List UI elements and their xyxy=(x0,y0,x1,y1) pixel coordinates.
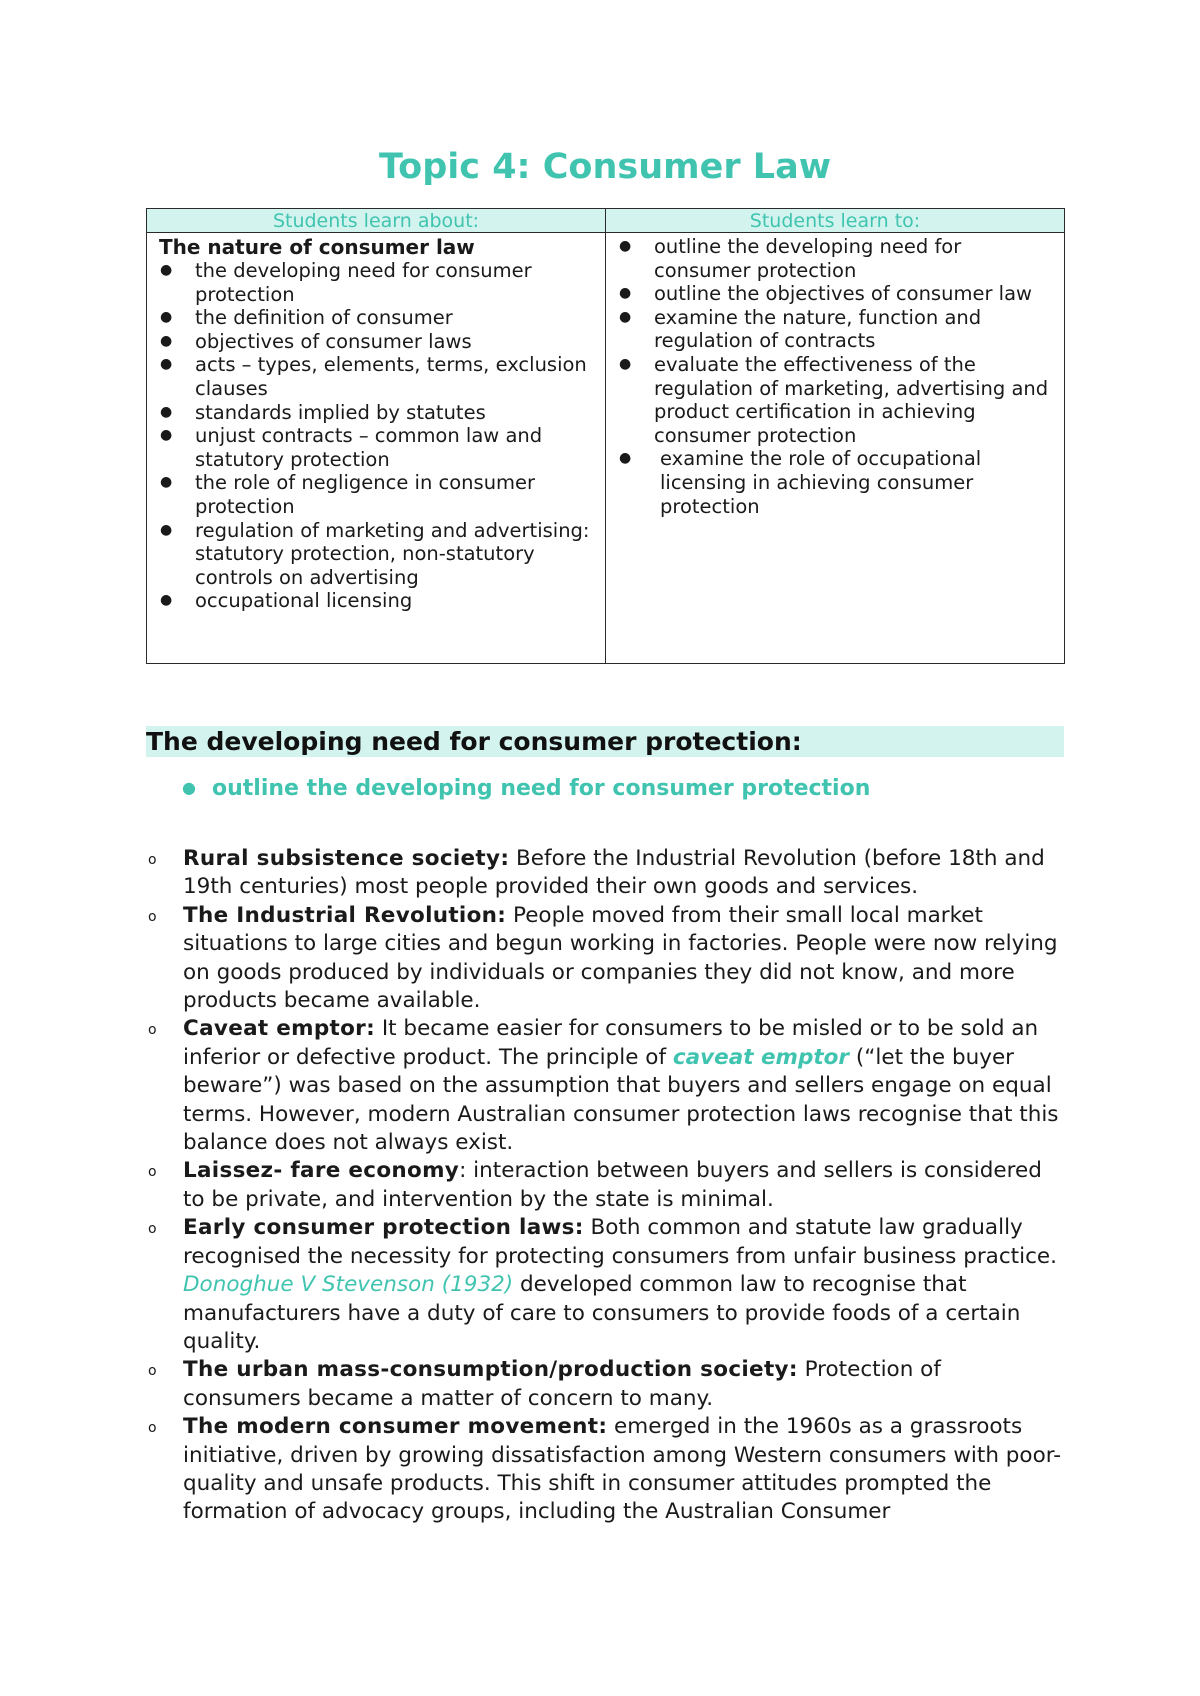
bullet-icon: ● xyxy=(160,332,173,349)
point-term: Rural subsistence society: xyxy=(183,846,510,871)
list-item: ● unjust contracts – common law and statutory protection xyxy=(160,424,543,471)
bullet-icon: ● xyxy=(619,308,632,325)
list-item: o Caveat emptor: It became easier for consumers to be misled or to be sold an inferior or defective product. The principle of caveat emptor (“let the buyer beware”) was based on the assumption that buyers and sellers engage on equal terms. However, modern Australian consumer protection laws recognise that this balance does not always exist. xyxy=(148,1016,1059,1156)
list-item: o The urban mass-consumption/production society: Protection of consumers became a matter of concern to many. xyxy=(148,1357,941,1411)
list-item: ● acts – types, elements, terms, exclusion clauses xyxy=(160,353,587,400)
point-term: The modern consumer movement: xyxy=(183,1414,608,1440)
list-item: ● outline the developing need for consumer protection xyxy=(619,235,962,282)
bullet-icon: ● xyxy=(160,474,173,491)
list-item: ● examine the role of occupational licensing in achieving consumer protection xyxy=(619,447,982,518)
bullet-icon: ● xyxy=(619,450,632,467)
bullet-icon: ● xyxy=(160,427,173,444)
list-item: ● examine the nature, function and regulation of contracts xyxy=(619,305,982,353)
list-item: ● the role of negligence in consumer protection xyxy=(160,471,536,518)
point-term: The urban mass-consumption/production society: xyxy=(183,1357,798,1383)
list-item: ● regulation of marketing and advertising: statutory protection, non-statutory controls on advertising xyxy=(160,518,590,589)
point-term: Laissez- fare economy xyxy=(183,1158,460,1184)
circle-bullet-icon: o xyxy=(148,1363,157,1380)
circle-bullet-icon: o xyxy=(148,1221,157,1238)
bullet-icon: ● xyxy=(619,355,632,372)
bullet-icon: ● xyxy=(619,285,632,302)
point-term: Caveat emptor: xyxy=(183,1016,375,1042)
list-item: o The modern consumer movement: emerged in the 1960s as a grassroots initiative, driven by growing dissatisfaction among Western consumers with poor-quality and unsafe products. This shift in consumer attitudes prompted the formation of advocacy groups, including the Australian Consumer xyxy=(148,1414,1061,1525)
learn-to-list xyxy=(616,235,1054,518)
list-item: ● objectives of consumer laws xyxy=(160,329,472,353)
bullet-icon: ● xyxy=(160,592,173,609)
circle-bullet-icon: o xyxy=(148,1420,157,1437)
learn-about-cell xyxy=(147,233,606,664)
col-header-learn-about: Students learn about: xyxy=(147,209,606,233)
section-heading: The developing need for consumer protection: xyxy=(146,726,1064,757)
bullet-icon: ● xyxy=(619,238,632,254)
bullet-icon: ● xyxy=(182,778,196,797)
bullet-icon: ● xyxy=(160,309,173,326)
circle-bullet-icon: o xyxy=(148,908,157,925)
list-item: o Early consumer protection laws: Both common and statute law gradually recognised the necessity for protecting consumers from unfair business practice. Donoghue V Stevenson (1932) developed common law to recognise that manufacturers have a duty of care to consumers to provide foods of a certain quality. xyxy=(148,1215,1057,1354)
bullet-icon: ● xyxy=(160,521,173,538)
col-header-learn-to: Students learn to: xyxy=(606,209,1065,233)
circle-bullet-icon: o xyxy=(148,852,157,868)
learn-about-heading: The nature of consumer law xyxy=(159,235,475,259)
bullet-icon: ● xyxy=(160,262,173,278)
list-item: ● the definition of consumer xyxy=(160,306,453,330)
learning-outcome-text: outline the developing need for consumer protection xyxy=(212,776,871,801)
bullet-icon: ● xyxy=(160,403,173,420)
circle-bullet-icon: o xyxy=(148,1164,157,1181)
case-citation: Donoghue V Stevenson (1932) xyxy=(183,1272,514,1298)
list-item: o Laissez- fare economy: interaction between buyers and sellers is considered to be private, and intervention by the state is minimal. xyxy=(148,1158,1042,1212)
learn-to-cell xyxy=(606,233,1065,664)
list-item: ● occupational licensing xyxy=(160,589,413,613)
point-term: The Industrial Revolution: xyxy=(183,902,507,928)
bullet-icon: ● xyxy=(160,356,173,373)
learning-outcome xyxy=(182,773,870,804)
learn-about-list xyxy=(157,259,595,613)
list-item: ● standards implied by statutes xyxy=(160,400,486,424)
list-item: ● evaluate the effectiveness of the regulation of marketing, advertising and product certification in achieving consumer protection xyxy=(619,352,1049,447)
list-item: ● the developing need for consumer protection xyxy=(160,259,532,306)
list-item: o The Industrial Revolution: People moved from their small local market situations to large cities and begun working in factories. People were now relying on goods produced by individuals or companies they did not know, and more products became available. xyxy=(148,902,1058,1014)
point-term: Early consumer protection laws: xyxy=(183,1215,584,1241)
latin-term: caveat emptor xyxy=(672,1044,850,1070)
history-points-list xyxy=(146,845,1064,1527)
circle-bullet-icon: o xyxy=(148,1022,157,1039)
list-item: ● outline the objectives of consumer law xyxy=(619,282,1032,306)
syllabus-table xyxy=(146,208,1065,664)
page-title: Topic 4: Consumer Law xyxy=(378,147,832,187)
list-item: o Rural subsistence society: Before the Industrial Revolution (before 18th and 19th centuries) most people provided their own goods and services. xyxy=(148,846,1045,900)
